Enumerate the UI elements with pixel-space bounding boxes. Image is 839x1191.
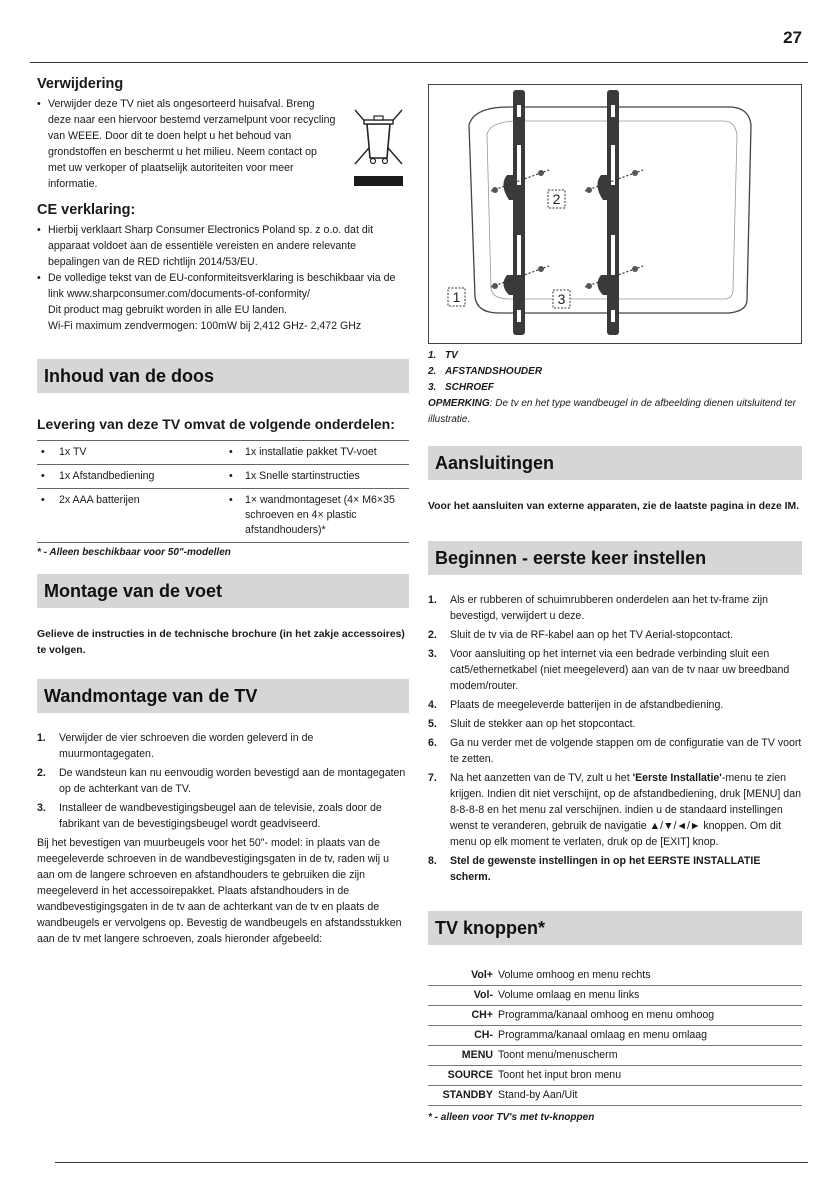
disposal-section <box>37 76 409 192</box>
top-rule <box>30 62 808 63</box>
list-item: 2. AFSTANDSHOUDER <box>428 366 543 377</box>
left-column <box>37 76 409 947</box>
wallmount-heading: Wandmontage van de TV <box>37 679 409 713</box>
ce-title: CE verklaring: <box>37 202 136 218</box>
list-item: • Hierbij verklaart Sharp Consumer Electronics Poland sp. z o.o. dat dit apparaat voldoet aan de essentiële vereisten en andere relevante bepalingen van de RED richtlijn 2014/53/EU. <box>37 222 409 270</box>
list-item: 2. De wandsteun kan nu eenvoudig worden bevestigd aan de montagegaten op de achterkant van de TV. <box>37 767 406 795</box>
list-item <box>37 270 409 334</box>
table-row: • 1x Afstandbediening • 1x Snelle startinstructies <box>37 465 409 489</box>
stand-heading: Montage van de voet <box>37 574 409 608</box>
right-column <box>428 84 802 1123</box>
list-item: 2. Sluit de tv via de RF-kabel aan op het TV Aerial-stopcontact. <box>428 629 734 641</box>
table-cell: 2x AAA batterijen <box>59 494 140 506</box>
list-item: 3. SCHROEF <box>428 382 494 393</box>
table-cell: 1x Afstandbediening <box>59 470 155 482</box>
connections-text: Voor het aansluiten van externe apparaten, zie de laatste pagina in deze IM. <box>428 501 800 512</box>
page-number: 27 <box>783 28 802 47</box>
box-contents-subtitle: Levering van deze TV omvat de volgende onderdelen: <box>37 416 395 432</box>
table-row: MENU Toont menu/menuscherm <box>428 1045 802 1065</box>
tv-buttons-heading: TV knoppen* <box>428 911 802 945</box>
list-item: 5. Sluit de stekker aan op het stopcontact. <box>428 718 636 730</box>
wallmount-paragraph: Bij het bevestigen van muurbeugels voor het 50"- model: in plaats van de meegeleverde schroeven in de wandbevestigingsgaten in de tv, raden wij u aan om de langere schroeven en afstandhouders te gebruiken die zijn meegeleverd in het accessoirepakket. Plaats afstandhouders in de wandbevestigingsgaten in de tv aan de achterkant van de tv en plaats de wandbeugels er vervolgens op. Bevestig de wandbeugels en afstandsstukken aan de tv met langere schroeven, zoals hieronder afgebeeld: <box>37 837 402 945</box>
connections-heading: Aansluitingen <box>428 446 802 480</box>
callout-label-3: 3 <box>557 291 566 307</box>
list-item: 3. Voor aansluiting op het internet via een bedrade verbinding sluit een cat5/ethernetkabel (niet meegeleverd) aan van de tv naar uw breedband modem/router. <box>428 648 790 692</box>
list-item: 7. Na het aanzetten van de TV, zult u het 'Eerste Installatie'-menu te zien krijgen. Indien dit niet verschijnt, op de afstandbediening, druk [MENU] dan 8-8-8-8 en het menu zal verschijnen. indien u de standaard instellingen wenst te veranderen, gebruik de navigatie ▲/▼/◄/► knoppen. Om dit menu op elk moment te verlaten, druk op de [EXIT] knop. <box>428 772 801 848</box>
ce-link-text: De volledige tekst van de EU-conformiteitsverklaring is beschikbaar via de link www.sharpconsumer.com/documents-of-conformity/ <box>48 272 396 300</box>
list-item: 1. Als er rubberen of schuimrubberen onderdelen aan het tv-frame zijn bevestigd, verwijdert u deze. <box>428 594 768 622</box>
table-cell: 1x TV <box>59 446 87 458</box>
table-row: • 1x TV • 1x installatie pakket TV-voet <box>37 441 409 465</box>
box-contents-footnote: * - Alleen beschikbaar voor 50"-modellen <box>37 547 231 558</box>
ce-list <box>37 222 409 334</box>
list-item: 1. Verwijder de vier schroeven die worden geleverd in de muurmontagegaten. <box>37 732 314 760</box>
wallmount-steps <box>37 730 409 832</box>
wall-bracket-drawing <box>429 85 802 344</box>
table-cell: 1× wandmontageset (4× M6×35 schroeven en 4× plastic afstandhouders)* <box>245 494 395 536</box>
table-row: CH+ Programma/kanaal omhoog en menu omhoog <box>428 1005 802 1025</box>
table-row: SOURCE Toont het input bron menu <box>428 1065 802 1085</box>
list-item: 6. Ga nu verder met de volgende stappen om de configuratie van de TV voort te zetten. <box>428 737 802 765</box>
weee-crossed-bin-icon <box>351 106 406 188</box>
table-cell: 1x installatie pakket TV-voet <box>245 446 377 458</box>
illustration-note: OPMERKING: De tv en het type wandbeugel in de afbeelding dienen uitsluitend ter illustratie. <box>428 398 796 425</box>
list-item: • Verwijder deze TV niet als ongesorteerd huisafval. Breng deze naar een hiervoor bestemd verzamelpunt voor recycling van WEEE. Door dit te doen helpt u het behoud van grondstoffen en beschermt u het milieu. Neem contact op met uw verkoper of plaatselijk autoriteiten voor meer informatie. <box>37 96 337 192</box>
list-item: 4. Plaats de meegeleverde batterijen in de afstandbediening. <box>428 699 724 711</box>
box-contents-table <box>37 440 409 543</box>
disposal-title: Verwijdering <box>37 76 124 92</box>
stand-text: Gelieve de instructies in de technische brochure (in het zakje accessoires) te volgen. <box>37 629 405 656</box>
list-item: 1. TV <box>428 350 458 361</box>
ce-wifi-line: Wi-Fi maximum zendvermogen: 100mW bij 2,412 GHz- 2,472 GHz <box>48 320 362 332</box>
tv-buttons-footnote: * - alleen voor TV's met tv-knoppen <box>428 1111 595 1123</box>
wall-bracket-illustration <box>428 84 802 344</box>
table-row: Vol- Volume omlaag en menu links <box>428 985 802 1005</box>
table-row: Vol+ Volume omhoog en menu rechts <box>428 965 802 985</box>
first-setup-steps <box>428 592 802 885</box>
table-cell: 1x Snelle startinstructies <box>245 470 360 482</box>
list-item: 8. Stel de gewenste instellingen in op het EERSTE INSTALLATIE scherm. <box>428 855 761 883</box>
table-row: CH- Programma/kanaal omlaag en menu omlaag <box>428 1025 802 1045</box>
table-row: • 2x AAA batterijen • 1× wandmontageset (4× M6×35 schroeven en 4× plastic afstandhouders)* <box>37 489 409 543</box>
tv-buttons-table <box>428 965 802 1106</box>
ce-eu-line: Dit product mag gebruikt worden in alle EU landen. <box>48 304 288 316</box>
list-item: 3. Installeer de wandbevestigingsbeugel aan de televisie, zoals door de fabrikant van de bevestigingsbeugel wordt geadviseerd. <box>37 802 382 830</box>
callout-label-2: 2 <box>552 191 561 207</box>
first-setup-heading: Beginnen - eerste keer instellen <box>428 541 802 575</box>
ce-section <box>37 202 409 334</box>
callout-label-1: 1 <box>452 289 461 305</box>
illustration-captions <box>428 348 802 396</box>
box-contents-heading: Inhoud van de doos <box>37 359 409 393</box>
bottom-rule <box>55 1162 808 1163</box>
table-row: STANDBY Stand-by Aan/Uit <box>428 1085 802 1105</box>
disposal-list <box>37 96 337 192</box>
